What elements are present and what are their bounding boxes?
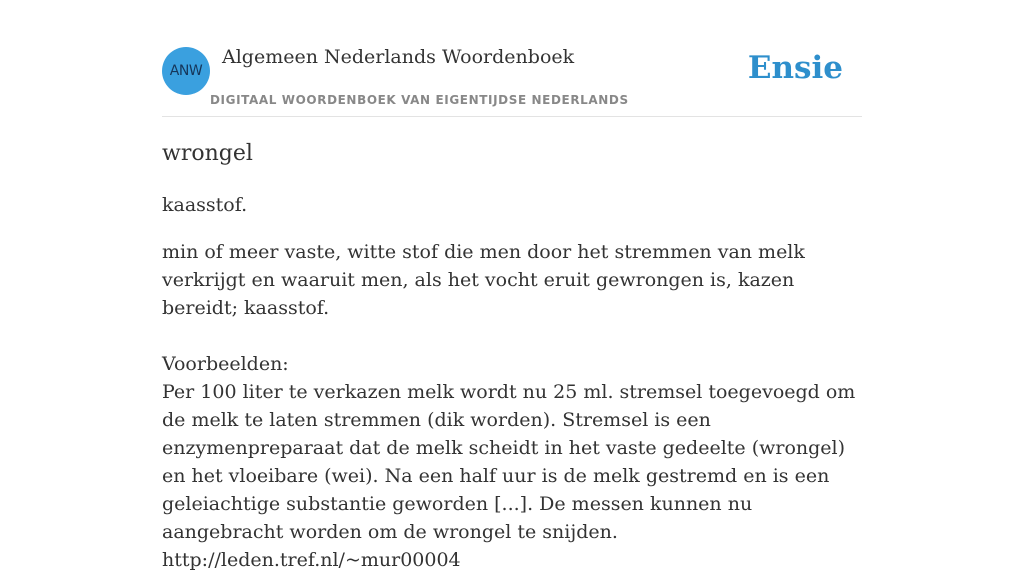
site-header <box>162 46 862 117</box>
example-text: Per 100 liter te verkazen melk wordt nu 25 ml. stremsel toegevoegd om de melk te laten stremmen (dik worden). Stremsel is een enzymenpreparaat dat de melk scheidt in het vaste gedeelte (wrongel) en het vloeibare (wei). Na een half uur is de melk gestremd en is een geleiachtige substantie geworden [...]. De messen kunnen nu aangebracht worden om de wrongel te snijden. <box>162 381 856 543</box>
site-subtitle: DIGITAAL WOORDENBOEK VAN EIGENTIJDSE NEDERLANDS <box>210 93 629 107</box>
logo-text: ANW <box>169 63 203 79</box>
examples-label: Voorbeelden: <box>162 353 289 375</box>
short-definition: kaasstof. <box>162 194 248 216</box>
anw-logo[interactable] <box>162 47 210 95</box>
site-title[interactable]: Algemeen Nederlands Woordenboek <box>222 46 575 68</box>
example-source: http://leden.tref.nl/~mur00004 <box>162 549 461 571</box>
full-definition: min of meer vaste, witte stof die men door het stremmen van melk verkrijgt en waaruit men, als het vocht eruit gewrongen is, kazen bereidt; kaasstof. <box>162 241 805 319</box>
entry-content <box>162 139 862 574</box>
entry-headword: wrongel <box>162 141 253 166</box>
ensie-brand-logo[interactable]: Ensie <box>747 50 843 86</box>
